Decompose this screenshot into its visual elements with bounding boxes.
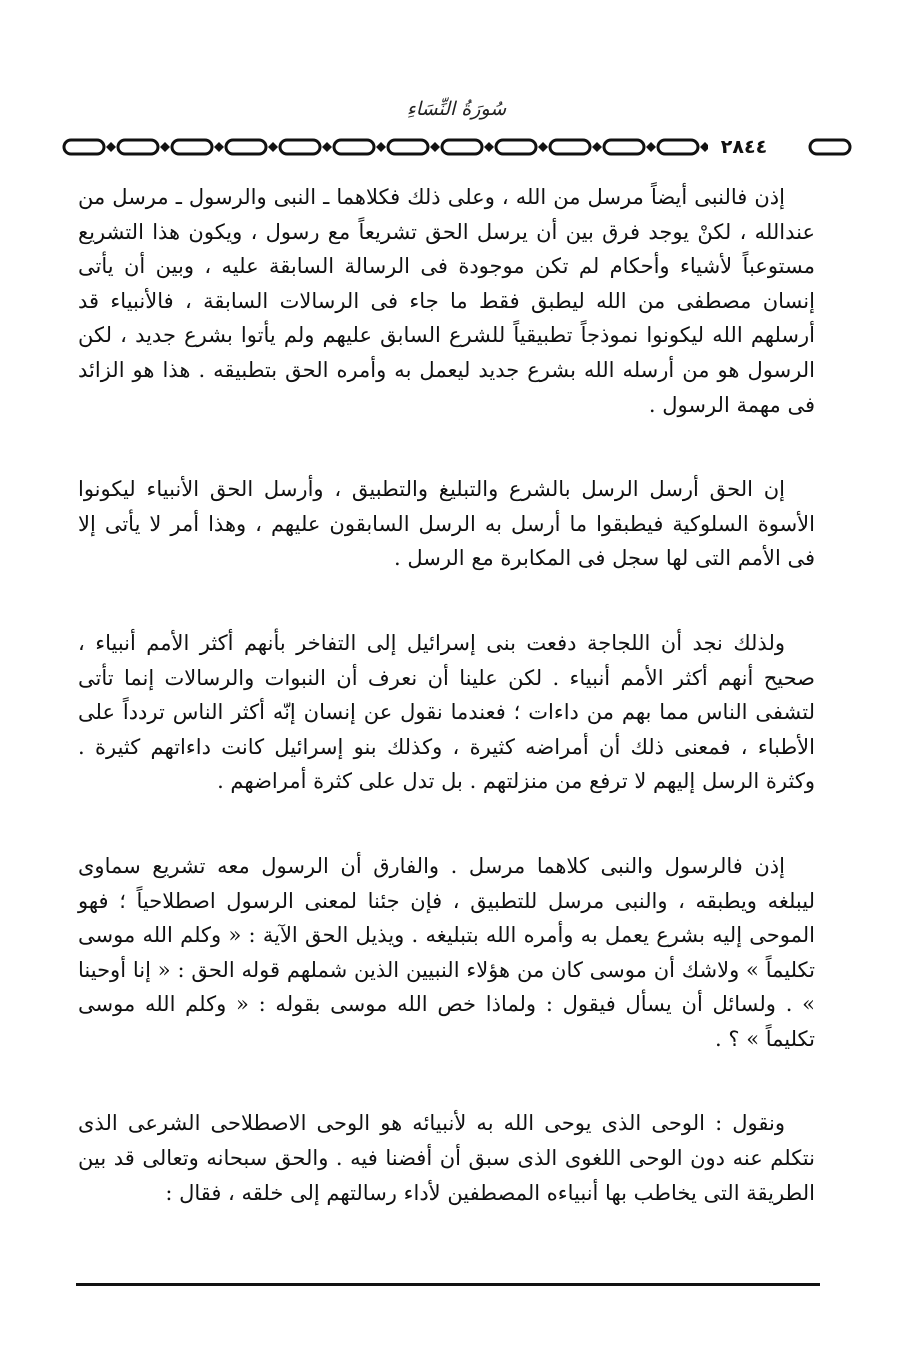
- paragraph-4: إذن فالرسول والنبى كلاهما مرسل . والفارق أن الرسول معه تشريع سماوى ليبلغه ويطبقه ، والنبى مرسل للتطبيق ، فإن جئنا لمعنى الرسول اصطلاحياً ؛ فهو الموحى إليه بشرع يعمل به وأمره الله بتبليغه . ويذيل الحق الآية : « وكلم الله موسى تكليماً » ولاشك أن موسى كان من هؤلاء النبيين الذين شملهم قوله الحق : « إنا أوحينا » . ولسائل أن يسأل فيقول : ولماذا خص الله موسى بقوله : « وكلم الله موسى تكليماً » ؟ .: [78, 853, 815, 1051]
- body-text: [78, 180, 815, 1260]
- paragraph-2: إن الحق أرسل الرسل بالشرع والتبليغ والتطبيق ، وأرسل الحق الأنبياء ليكونوا الأسوة السلوكية فيطبقوا ما أرسل به الرسل السابقون عليهم ، وهذا أمر لا يأتى إلا فى الأمم التى لها سجل فى المكابرة مع الرسل .: [78, 477, 815, 571]
- paragraph-5: ونقول : الوحى الذى يوحى الله به لأنبيائه هو الوحى الاصطلاحى الشرعى الذى نتكلم عنه دون الوحى اللغوى الذى سبق أن أفضنا فيه . والحق سبحانه وتعالى قد بين الطريقة التى يخاطب بها أنبياءه المصطفين لأداء رسالتهم إلى خلقه ، فقال :: [78, 1111, 815, 1205]
- paragraph-1: إذن فالنبى أيضاً مرسل من الله ، وعلى ذلك فكلاهما ـ النبى والرسول ـ مرسل من عندالله ، لكنْ يوجد فرق بين أن يرسل الحق تشريعاً مع رسول ، ويكون هذا التشريع مستوعباً لأشياء وأحكام لم تكن موجودة فى الرسالة السابقة عليه ، وبين أن يأتى إنسان مصطفى من الله ليطبق فقط ما جاء فى الرسالات السابقة ، فالأنبياء قد أرسلهم الله ليكونوا نموذجاً تطبيقياً للشرع السابق عليهم ولم يأتوا بشرع جديد ، لكن الرسول هو من أرسله الله بشرع جديد ليعمل به وأمره الحق بتطبيقه . هذا هو الزائد فى مهمة الرسول .: [78, 185, 815, 417]
- footer-rule: [76, 1283, 820, 1286]
- surah-title: سُورَةُ النِّسَاءِ: [406, 98, 507, 120]
- paragraph-3: ولذلك نجد أن اللجاجة دفعت بنى إسرائيل إلى التفاخر بأنهم أكثر الأمم أنبياء ، صحيح أنهم أكثر الأمم أنبياء . لكن علينا أن نعرف أن النبوات والرسالات إنما تأتى لتشفى الناس مما بهم من داءات ؛ فعندما نقول عن إنسان إنّه أكثر الناس تردداً على الأطباء ، فمعنى ذلك أن أمراضه كثيرة ، وكذلك بنو إسرائيل كانت داءاتهم كثيرة . وكثرة الرسل إليهم لا ترفع من منزلتهم . بل تدل على كثرة أمراضهم .: [78, 630, 815, 794]
- page-number: ٢٨٤٤: [708, 136, 780, 158]
